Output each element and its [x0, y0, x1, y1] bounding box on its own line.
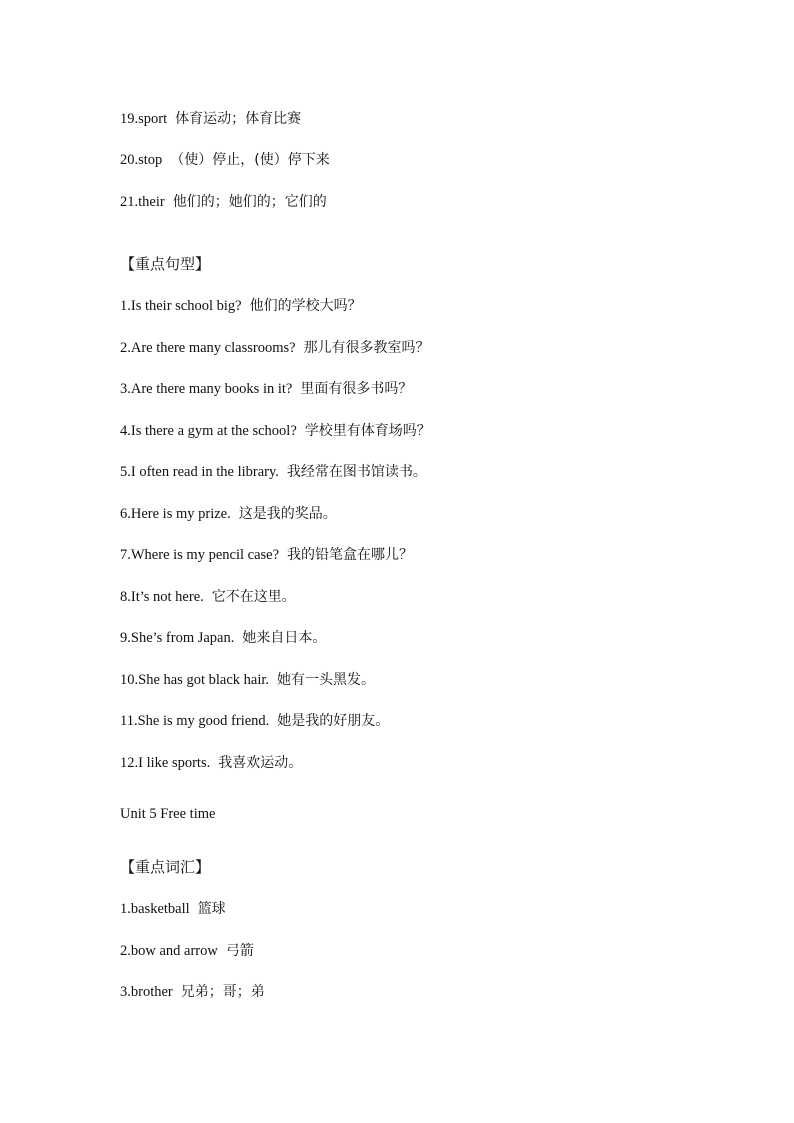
sentence-item [120, 671, 375, 689]
vocab-word: 3.brother [120, 984, 173, 1000]
sentence-english: 1.Is their school big? [120, 298, 242, 314]
vocab-section-heading: 【重点词汇】 [120, 858, 211, 876]
vocab-meaning: 兄弟；哥；弟 [180, 984, 265, 1000]
vocab-item [120, 900, 226, 918]
sentence-english: 2.Are there many classrooms? [120, 340, 296, 356]
sentence-chinese: 她来自日本。 [242, 630, 327, 646]
sentence-english: 9.She’s from Japan. [120, 630, 235, 646]
sentence-chinese: 这是我的奖品。 [238, 506, 337, 522]
sentence-english: 8.It’s not here. [120, 589, 204, 605]
sentence-chinese: 我的铅笔盒在哪儿？ [287, 547, 414, 563]
vocab-meaning: 篮球 [197, 901, 226, 917]
sentence-english: 11.She is my good friend. [120, 713, 270, 729]
sentence-english: 6.Here is my prize. [120, 506, 231, 522]
vocab-word: 2.bow and arrow [120, 943, 218, 959]
vocab-item [120, 193, 327, 211]
vocab-meaning: 他们的；她们的；它们的 [172, 194, 327, 210]
sentence-chinese: 她是我的好朋友。 [277, 713, 390, 729]
sentence-item [120, 422, 431, 440]
sentence-english: 10.She has got black hair. [120, 672, 270, 688]
sentence-english: 3.Are there many books in it? [120, 381, 293, 397]
sentence-section-heading: 【重点句型】 [120, 255, 211, 273]
vocab-item [120, 942, 254, 960]
sentence-chinese: 学校里有体育场吗？ [304, 423, 431, 439]
sentence-item [120, 588, 296, 606]
sentence-chinese: 我经常在图书馆读书。 [286, 464, 427, 480]
vocab-meaning: 体育运动；体育比赛 [175, 111, 302, 127]
sentence-english: 5.I often read in the library. [120, 464, 279, 480]
sentence-item [120, 463, 427, 481]
sentence-english: 4.Is there a gym at the school? [120, 423, 297, 439]
vocab-word: 19.sport [120, 111, 168, 127]
sentence-item [120, 339, 430, 357]
sentence-item [120, 505, 337, 523]
vocab-word: 1.basketball [120, 901, 190, 917]
sentence-english: 7.Where is my pencil case? [120, 547, 280, 563]
vocab-meaning: 弓箭 [225, 943, 254, 959]
vocab-word: 20.stop [120, 152, 163, 168]
sentence-chinese: 他们的学校大吗？ [249, 298, 362, 314]
sentence-chinese: 它不在这里。 [211, 589, 296, 605]
sentence-item [120, 712, 389, 730]
vocab-meaning: （使）停止，(使）停下来 [170, 152, 330, 168]
sentence-item [120, 754, 302, 772]
sentence-chinese: 她有一头黑发。 [277, 672, 376, 688]
sentence-chinese: 里面有很多书吗？ [300, 381, 413, 397]
sentence-english: 12.I like sports. [120, 755, 211, 771]
sentence-item [120, 546, 413, 564]
vocab-item [120, 110, 301, 128]
sentence-chinese: 我喜欢运动。 [218, 755, 303, 771]
sentence-item [120, 629, 326, 647]
sentence-item [120, 297, 362, 315]
unit-title: Unit 5 Free time [120, 806, 216, 822]
vocab-word: 21.their [120, 194, 165, 210]
vocab-item [120, 151, 330, 169]
vocab-item [120, 983, 265, 1001]
sentence-chinese: 那儿有很多教室吗？ [303, 340, 430, 356]
sentence-item [120, 380, 412, 398]
